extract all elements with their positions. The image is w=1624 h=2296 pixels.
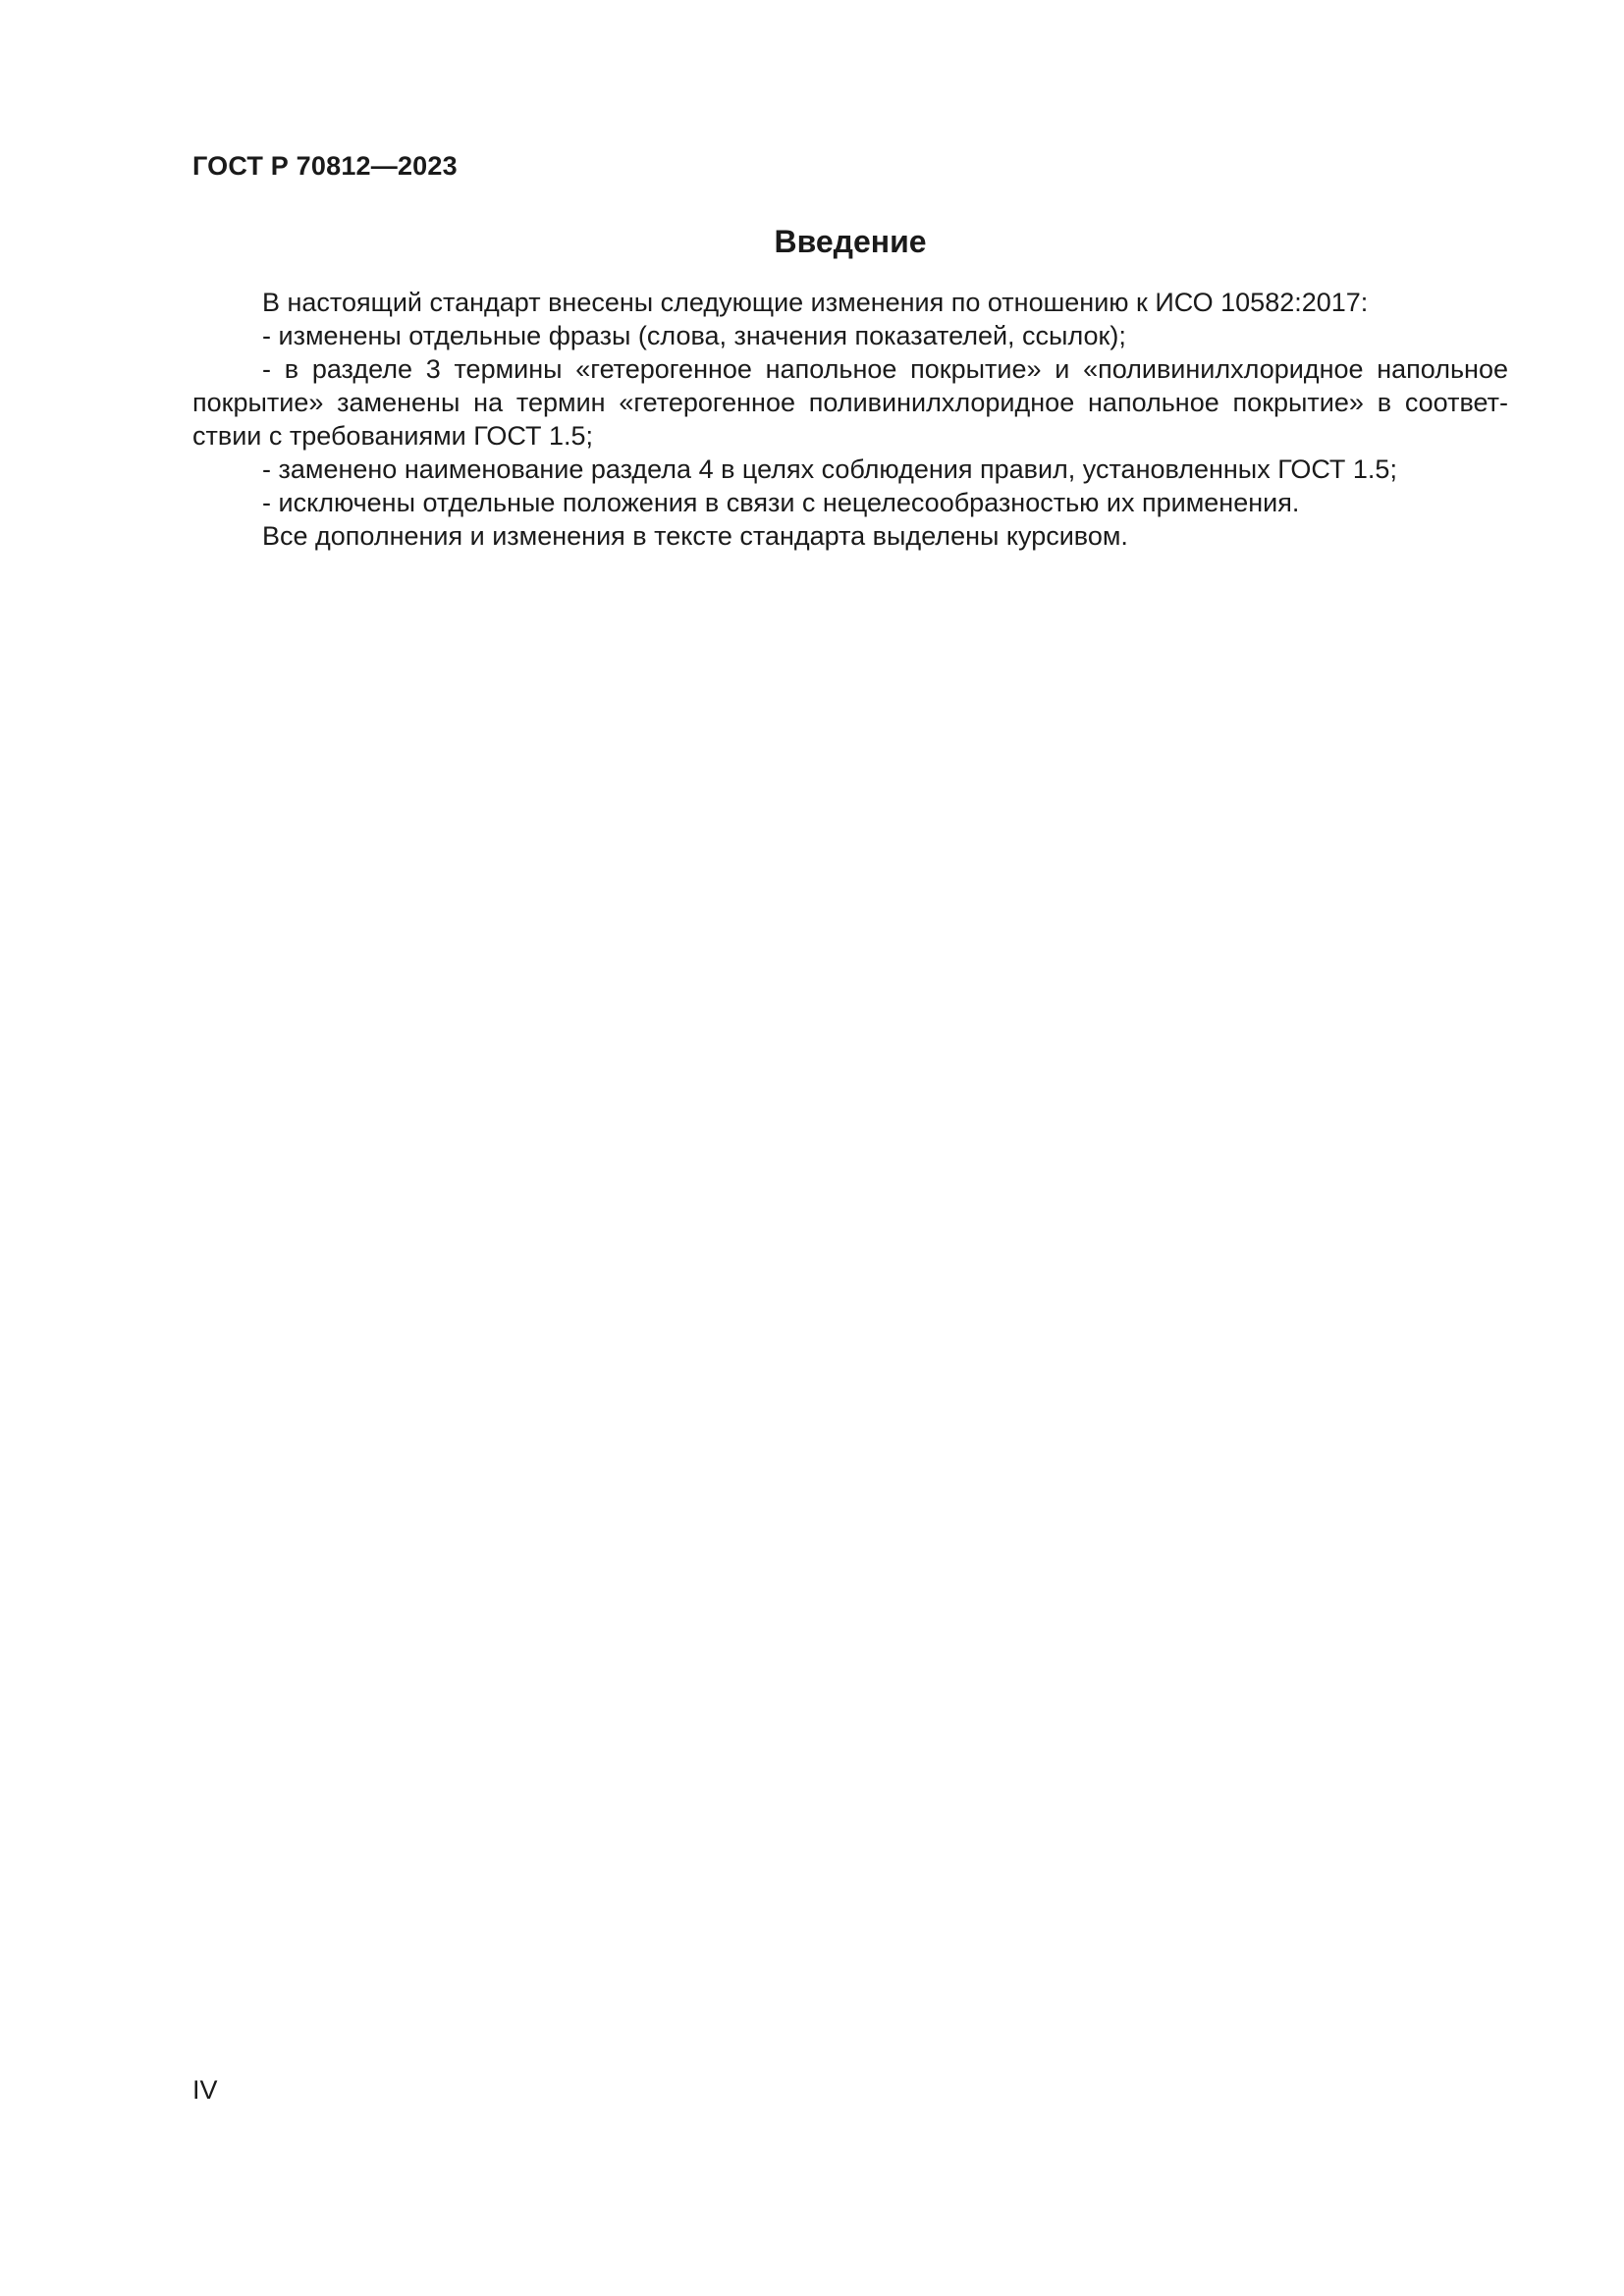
introduction-body xyxy=(192,286,1508,553)
paragraph-change-section-name: - заменено наименование раздела 4 в целях соблюдения правил, установленных ГОСТ 1.5; xyxy=(262,454,1397,484)
page-number: IV xyxy=(192,2075,218,2105)
paragraph-intro: В настоящий стандарт внесены следующие изменения по отношению к ИСО 10582:2017: xyxy=(262,288,1369,317)
paragraph-change-phrases: - изменены отдельные фразы (слова, значения показателей, ссылок); xyxy=(262,321,1126,350)
document-code-header: ГОСТ Р 70812—2023 xyxy=(192,151,458,181)
paragraph-change-terms: - в разделе 3 термины «гетерогенное напольное покрытие» и «поливинилхлоридное напольное покрытие» заменены на термин «гетерогенное поливинилхлоридное напольное покрытие» в соответствии с требованиями ГОСТ 1.5; xyxy=(192,354,1508,451)
section-title: Введение xyxy=(774,224,927,259)
paragraph-excluded-provisions: - исключены отдельные положения в связи с нецелесообразностью их применения. xyxy=(262,488,1300,517)
paragraph-italic-note: Все дополнения и изменения в тексте стандарта выделены курсивом. xyxy=(262,521,1128,551)
